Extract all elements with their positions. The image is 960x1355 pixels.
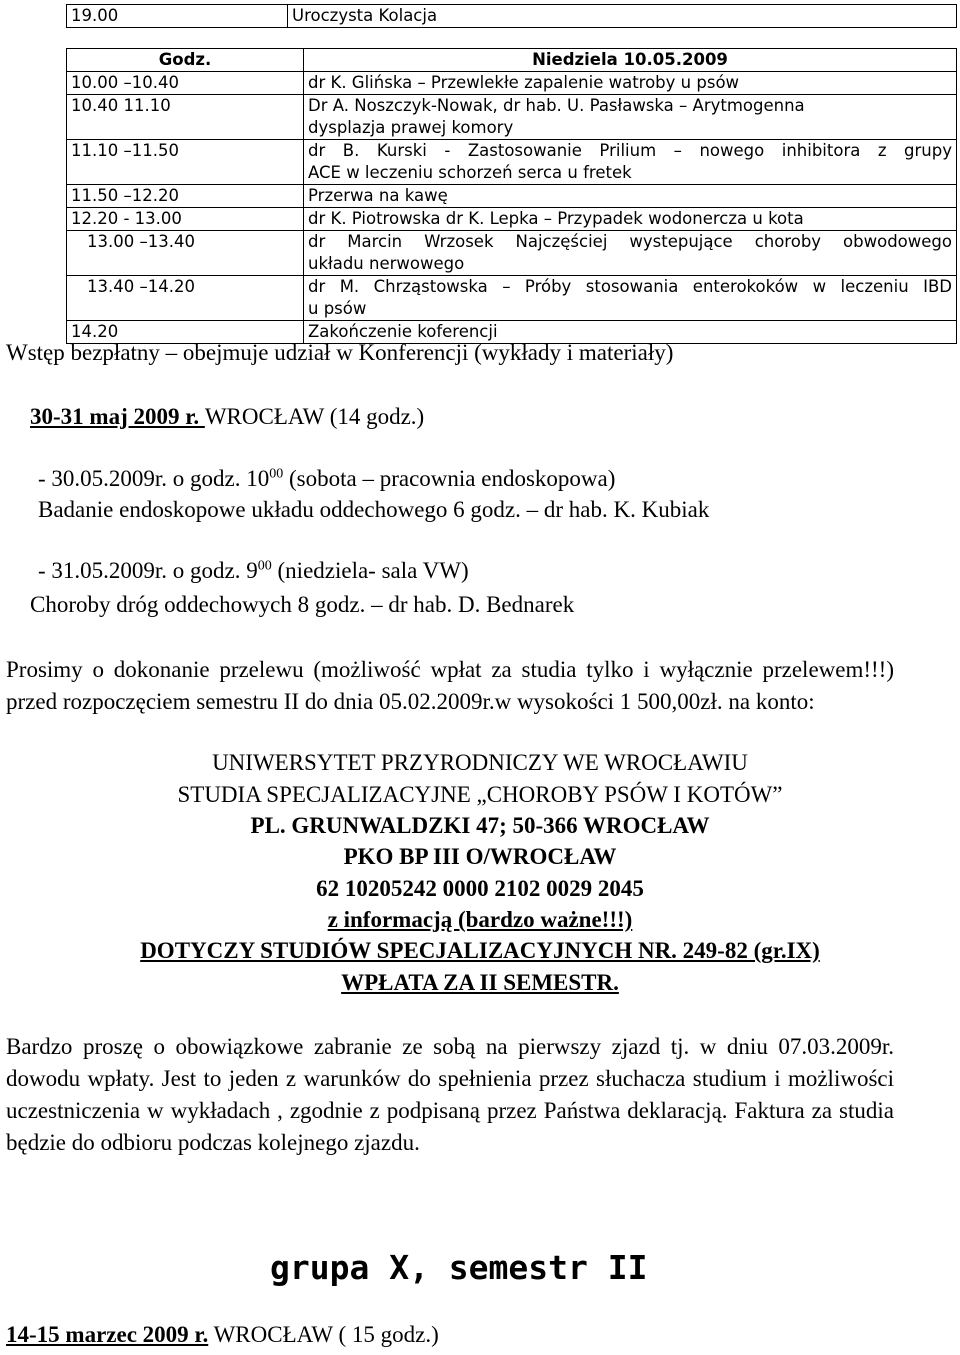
time-cell: 11.10 –11.50 — [67, 140, 304, 185]
session-item-2-date: - 31.05.2009r. o godz. 9 — [38, 558, 258, 583]
time-cell: 12.20 - 13.00 — [67, 208, 304, 231]
lecture-cell — [304, 208, 957, 231]
session-location: WROCŁAW (14 godz.) — [204, 404, 425, 429]
event-cell: Uroczysta Kolacja — [288, 5, 957, 28]
time-cell: 14.20 — [67, 321, 304, 344]
lecture-cell — [304, 276, 957, 321]
recipient-address: PL. GRUNWALDZKI 47; 50-366 WROCŁAW — [250, 813, 710, 838]
table-row — [67, 5, 957, 28]
group-heading: grupa X, semestr II — [270, 1248, 648, 1287]
lecture-cell — [304, 231, 957, 276]
table-row — [67, 185, 957, 208]
lecture-cell — [304, 140, 957, 185]
bank-name: PKO BP III O/WROCŁAW — [343, 844, 617, 869]
session-item-1-topic: Badanie endoskopowe układu oddechowego 6 godz. – dr hab. K. Kubiak — [38, 497, 710, 522]
session-item-2-sup: 00 — [257, 558, 272, 574]
session-item-1-place: (sobota – pracownia endoskopowa) — [283, 466, 616, 491]
lecture-text-cont: ACE w leczeniu schorzeń serca u fretek — [308, 163, 632, 182]
lecture-text: dr B. Kurski - Zastosowanie Prilium – nowego inhibitora z grupy — [308, 141, 952, 160]
sunday-schedule-table — [66, 48, 957, 344]
lecture-text-cont: u psów — [308, 299, 367, 318]
table-row — [67, 231, 957, 276]
table-row — [67, 95, 957, 140]
lecture-text: dr M. Chrząstowska – Próby stosowania enterokoków w leczeniu IBD — [308, 277, 952, 296]
session-item-2-topic: Choroby dróg oddechowych 8 godz. – dr hab. D. Bednarek — [30, 592, 575, 617]
closing-text: Bardzo proszę o obowiązkowe zabranie ze sobą na pierwszy zjazd tj. w dniu 07.03.2009r. dowodu wpłaty. Jest to jeden z warunków do spełnienia przez słuchacza studium i możliwości uczestniczenia w wykładach , zgodnie z podpisaną przez Państwa deklaracją. Faktura za studia będzie do odbioru podczas kolejnego zjazdu. — [6, 1034, 894, 1155]
lecture-text: dr K. Glińska – Przewlekłe zapalenie watroby u psów — [308, 73, 740, 92]
lecture-text-cont: dysplazja prawej komory — [308, 118, 514, 137]
lecture-text: Dr A. Noszczyk-Nowak, dr hab. U. Pasławska – Arytmogenna — [308, 96, 805, 115]
session-item-2-place: (niedziela- sala VW) — [271, 558, 469, 583]
lecture-cell — [304, 185, 957, 208]
table-row — [67, 276, 957, 321]
recipient-line-2: STUDIA SPECJALIZACYJNE „CHOROBY PSÓW I KOTÓW” — [177, 782, 783, 807]
lecture-text: dr K. Piotrowska dr K. Lepka – Przypadek wodonercza u kota — [308, 209, 804, 228]
header-time: Godz. — [67, 49, 304, 72]
lecture-text: dr Marcin Wrzosek Najczęściej wystepujące choroby obwodowego — [308, 232, 952, 251]
entry-note: Wstęp bezpłatny – obejmuje udział w Konferencji (wykłady i materiały) — [6, 340, 674, 365]
session-item-1-time — [38, 466, 615, 492]
lecture-cell — [304, 72, 957, 95]
time-cell: 13.00 –13.40 — [67, 231, 304, 276]
session-item-1-sup: 00 — [269, 466, 284, 482]
lecture-text: Zakończenie koferencji — [308, 322, 498, 341]
closing-dinner-table — [66, 4, 957, 28]
time-cell: 13.40 –14.20 — [67, 276, 304, 321]
table-row — [67, 140, 957, 185]
recipient-line-1: UNIWERSYTET PRZYRODNICZY WE WROCŁAWIU — [212, 750, 748, 775]
lecture-text-cont: układu nerwowego — [308, 254, 465, 273]
time-cell: 10.00 –10.40 — [67, 72, 304, 95]
table-header-row — [67, 49, 957, 72]
next-session-location: WROCŁAW ( 15 godz.) — [208, 1322, 439, 1347]
account-number: 62 10205242 0000 2102 0029 2045 — [316, 876, 644, 901]
next-session-date — [6, 1322, 439, 1348]
session-item-1-date: - 30.05.2009r. o godz. 10 — [38, 466, 270, 491]
session-date-bold: 30-31 maj 2009 r. — [30, 404, 205, 429]
next-session-date-bold: 14-15 marzec 2009 r. — [6, 1322, 209, 1347]
payment-info-note: z informacją (bardzo ważne!!!) — [327, 907, 633, 932]
payment-instructions: Prosimy o dokonanie przelewu (możliwość wpłat za studia tylko i wyłącznie przelewem!!!) przed rozpoczęciem semestru II do dnia 05.02.2009r.w wysokości 1 500,00zł. na konto: — [6, 657, 894, 714]
payment-for: WPŁATA ZA II SEMESTR. — [341, 970, 619, 995]
time-cell: 19.00 — [67, 5, 288, 28]
session-date — [30, 404, 424, 430]
session-item-2-time — [38, 558, 469, 584]
time-cell: 11.50 –12.20 — [67, 185, 304, 208]
lecture-text: Przerwa na kawę — [308, 186, 448, 205]
table-row — [67, 208, 957, 231]
header-day: Niedziela 10.05.2009 — [304, 49, 957, 72]
time-cell: 10.40 11.10 — [67, 95, 304, 140]
lecture-cell — [304, 95, 957, 140]
payment-concerns: DOTYCZY STUDIÓW SPECJALIZACYJNYCH NR. 249-82 (gr.IX) — [140, 938, 820, 963]
table-row — [67, 72, 957, 95]
